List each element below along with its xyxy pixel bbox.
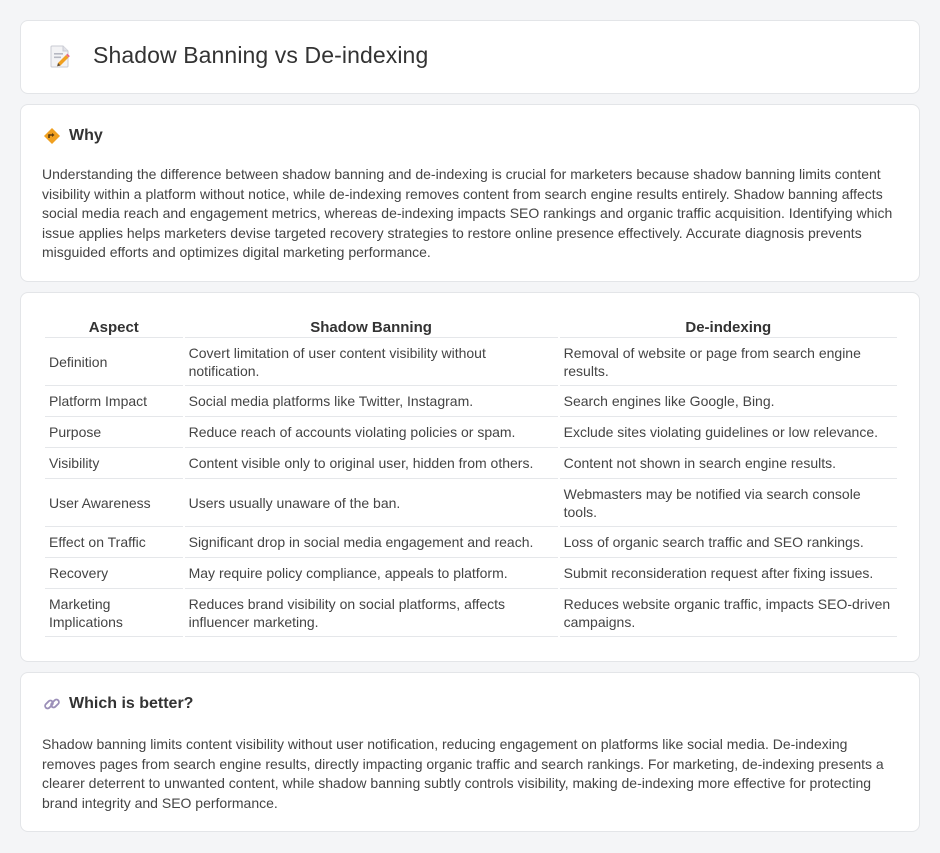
comparison-table (43, 316, 899, 637)
shadow-banning-cell: Reduces brand visibility on social platforms, affects influencer marketing. (185, 589, 558, 637)
better-title: Which is better? (69, 695, 194, 712)
de-indexing-cell: Exclude sites violating guidelines or low relevance. (560, 417, 897, 448)
aspect-cell: Marketing Implications (45, 589, 183, 637)
header-shadow-banning: Shadow Banning (185, 316, 558, 338)
shadow-banning-cell: Significant drop in social media engagement and reach. (185, 527, 558, 558)
de-indexing-cell: Removal of website or page from search engine results. (560, 338, 897, 386)
table-header-row (45, 316, 897, 338)
de-indexing-cell: Search engines like Google, Bing. (560, 386, 897, 417)
shadow-banning-cell: Content visible only to original user, hidden from others. (185, 448, 558, 479)
page-title: Shadow Banning vs De-indexing (93, 42, 429, 68)
aspect-cell: User Awareness (45, 479, 183, 527)
table-row (45, 589, 897, 637)
which-is-better-section (20, 672, 920, 832)
table-row (45, 527, 897, 558)
shadow-banning-cell: Reduce reach of accounts violating policies or spam. (185, 417, 558, 448)
shadow-banning-cell: Covert limitation of user content visibility without notification. (185, 338, 558, 386)
de-indexing-cell: Content not shown in search engine results. (560, 448, 897, 479)
shadow-banning-cell: Users usually unaware of the ban. (185, 479, 558, 527)
aspect-cell: Platform Impact (45, 386, 183, 417)
document-edit-icon (47, 43, 73, 69)
header-de-indexing: De-indexing (560, 316, 897, 338)
why-heading (43, 127, 103, 145)
table-row (45, 479, 897, 527)
de-indexing-cell: Loss of organic search traffic and SEO rankings. (560, 527, 897, 558)
why-section (20, 104, 920, 282)
shadow-banning-cell: May require policy compliance, appeals to platform. (185, 558, 558, 589)
de-indexing-cell: Reduces website organic traffic, impacts SEO-driven campaigns. (560, 589, 897, 637)
aspect-cell: Purpose (45, 417, 183, 448)
aspect-cell: Effect on Traffic (45, 527, 183, 558)
table-row (45, 558, 897, 589)
title-row (47, 42, 428, 69)
better-text: Shadow banning limits content visibility without user notification, reducing engagement on platforms like social media. De-indexing removes pages from search engine results, directly impacting organic traffic and search rankings. For marketing, de-indexing presents a clearer deterrent to unwanted content, while shadow banning subtly controls visibility, making de-indexing more effective for protecting brand integrity and SEO performance. (42, 736, 884, 811)
table-row (45, 386, 897, 417)
diamond-direction-icon (43, 127, 61, 145)
aspect-cell: Visibility (45, 448, 183, 479)
aspect-cell: Definition (45, 338, 183, 386)
table-row (45, 448, 897, 479)
why-title: Why (69, 127, 103, 144)
table-row (45, 338, 897, 386)
header-aspect: Aspect (45, 316, 183, 338)
header-card (20, 20, 920, 94)
comparison-section (20, 292, 920, 662)
de-indexing-cell: Submit reconsideration request after fixing issues. (560, 558, 897, 589)
aspect-cell: Recovery (45, 558, 183, 589)
de-indexing-cell: Webmasters may be notified via search console tools. (560, 479, 897, 527)
table-row (45, 417, 897, 448)
link-icon (43, 695, 61, 713)
better-heading (43, 695, 193, 713)
shadow-banning-cell: Social media platforms like Twitter, Instagram. (185, 386, 558, 417)
why-text: Understanding the difference between shadow banning and de-indexing is crucial for marketers because shadow banning limits content visibility within a platform without notice, while de-indexing removes content from search engine results entirely. Shadow banning affects social media reach and engagement metrics, whereas de-indexing impacts SEO rankings and organic traffic acquisition. Identifying which issue applies helps marketers devise targeted recovery strategies to restore online presence effectively. Accurate diagnosis prevents misguided efforts and optimizes digital marketing performance. (42, 166, 893, 261)
